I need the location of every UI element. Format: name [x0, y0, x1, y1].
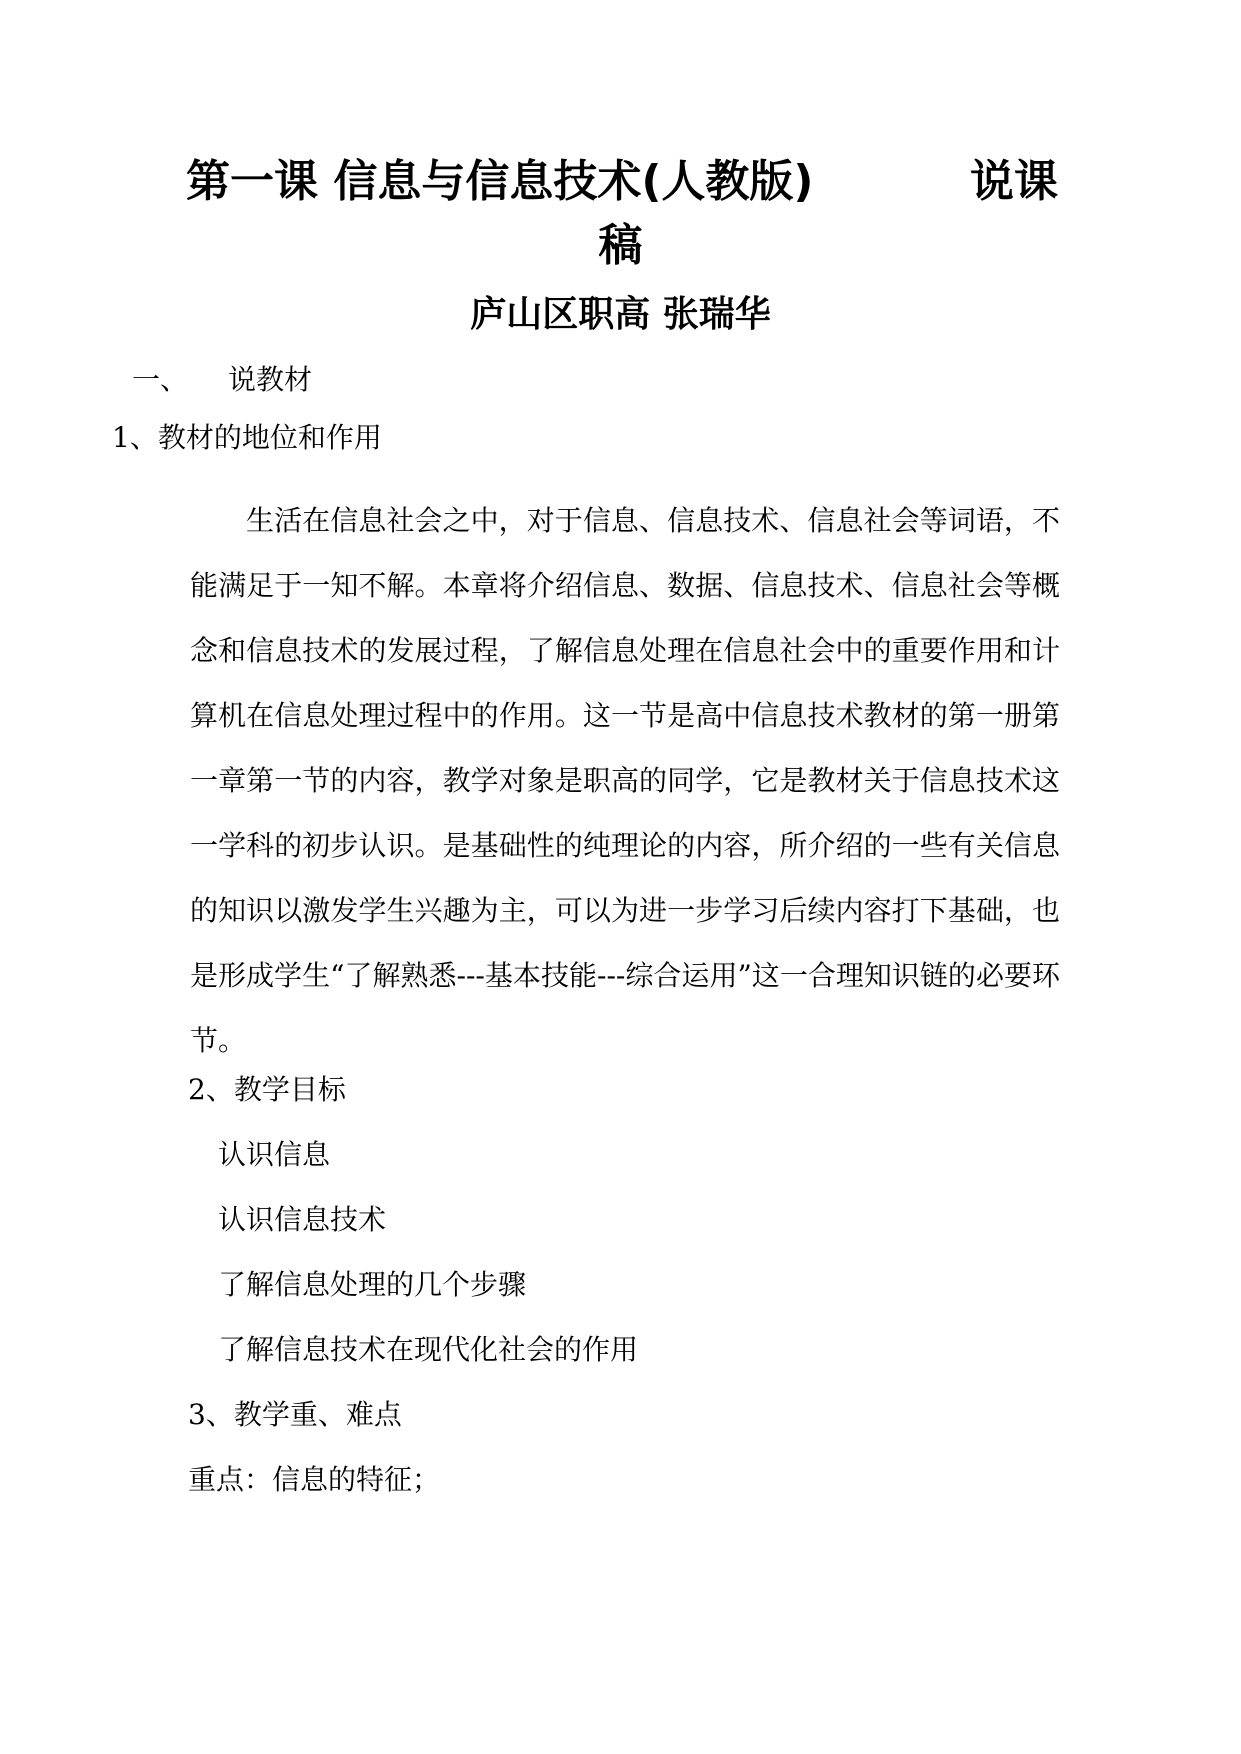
- objective-item: 了解信息技术在现代化社会的作用: [218, 1333, 639, 1366]
- author-line: 庐山区职高 张瑞华: [470, 294, 771, 335]
- objective-item: 了解信息处理的几个步骤: [218, 1268, 527, 1301]
- body-paragraph: 生活在信息社会之中，对于信息、信息技术、信息社会等词语，不能满足于一知不解。本章将介绍信息、数据、信息技术、信息社会等概念和信息技术的发展过程，了解信息处理在信息社会中的重要作用和计算机在信息处理过程中的作用。这一节是高中信息技术教材的第一册第一章第一节的内容，教学对象是职高的同学，它是教材关于信息技术这一学科的初步认识。是基础性的纯理论的内容，所介绍的一些有关信息的知识以激发学生兴趣为主，可以为进一步学习后续内容打下基础，也是形成学生“了解熟悉---基本技能---综合运用”这一合理知识链的必要环节。: [190, 504, 1060, 1057]
- section-number: 一、: [132, 363, 189, 396]
- section-title: 说教材: [228, 363, 313, 396]
- objective-item: 认识信息技术: [218, 1203, 387, 1236]
- subheading-3: 3、教学重、难点: [188, 1398, 402, 1431]
- subheading-1: 1、教材的地位和作用: [112, 421, 382, 454]
- title-end: 说课: [970, 156, 1058, 207]
- title-main: 第一课 信息与信息技术(人教版): [186, 156, 814, 207]
- key-point: 重点：信息的特征；: [188, 1463, 441, 1496]
- subheading-2: 2、教学目标: [188, 1073, 346, 1106]
- document-title-line2: 稿: [598, 220, 643, 271]
- objective-item: 认识信息: [218, 1138, 331, 1171]
- section-heading-1: [132, 360, 312, 400]
